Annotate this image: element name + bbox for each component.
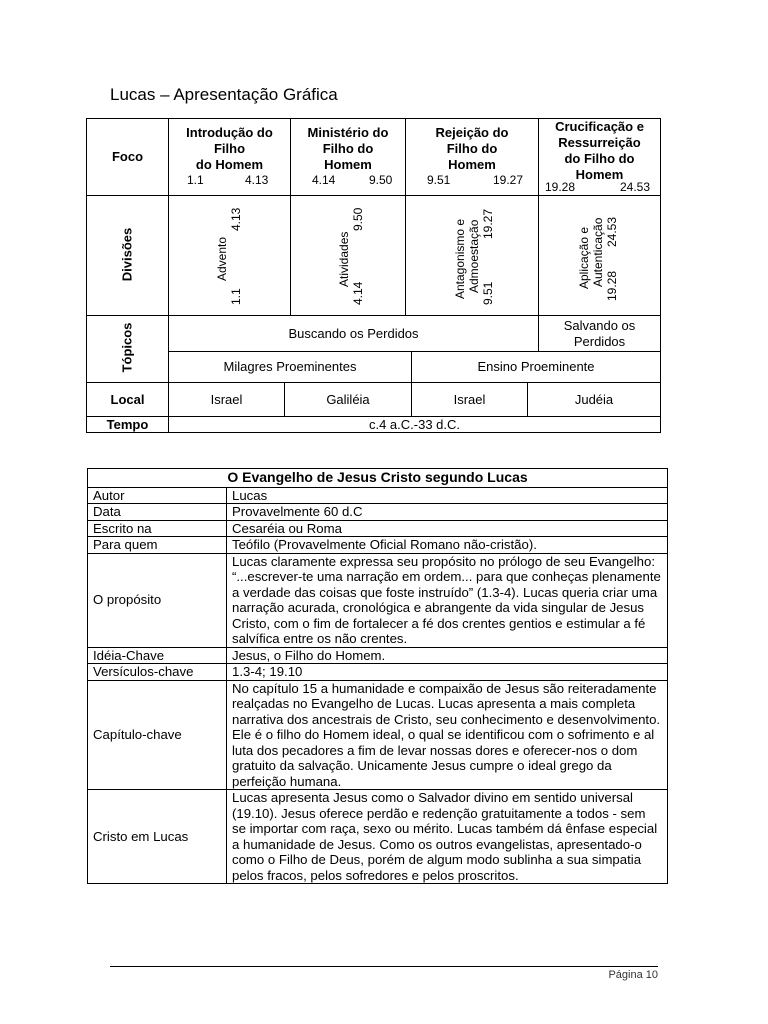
row-value: Lucas apresenta Jesus como o Salvador divino em sentido universal (19.10). Jesus oferece perdão e redenção gratuitamente a todos - sem se importar com raça, sexo ou mérito. Lucas também dá ênfase especial a humanidade de Jesus. Como os outros evangelistas, apresentado-o como o Filho de Deus, porém de algum modo sublinha a sua simpatia pelos fracos, pelos sofredores e pelos proscritos. xyxy=(227,790,668,884)
local-2: Galiléia xyxy=(326,391,370,407)
row-label: Versículos-chave xyxy=(88,664,227,681)
row-label: Para quem xyxy=(88,537,227,554)
table-row xyxy=(88,520,668,537)
focus-title-2: Ministério do Filho do Homem xyxy=(307,125,389,172)
row-value: No capítulo 15 a humanidade e compaixão de Jesus são reiteradamente realçadas no Evangelho de Lucas. Lucas apresenta a mais completa narrativa dos ancestrais de Cristo, seu conhecimento e desenvolvimento. Ele é o filho do Homem ideal, o qual se identificou com o sofrimento e al luta dos pecadores a fim de levar nossas dores e oferecer-nos o dom gratuito da salvação. Unicamente Jesus cumpre o ideal grego da perfeição humana. xyxy=(227,680,668,790)
table-row xyxy=(88,647,668,664)
division-start-4: 19.28 xyxy=(605,270,619,301)
row-label: Idéia-Chave xyxy=(88,647,227,664)
row-value: Jesus, o Filho do Homem. xyxy=(227,647,668,664)
summary-title: O Evangelho de Jesus Cristo segundo Lucas xyxy=(88,469,668,488)
focus-start-1: 1.1 xyxy=(187,173,204,187)
focus-end-3: 19.27 xyxy=(493,173,524,187)
division-name-4b: Autenticação xyxy=(591,217,605,287)
table-row xyxy=(88,790,668,884)
division-name-3b: Admoestação xyxy=(467,219,481,293)
division-name-2: Atividades xyxy=(337,231,351,287)
focus-title-3: Rejeição do Filho do Homem xyxy=(435,125,509,172)
division-end-2: 9.50 xyxy=(351,207,365,231)
grid-line xyxy=(87,195,660,196)
division-end-1: 4.13 xyxy=(229,207,243,231)
focus-end-4: 24.53 xyxy=(620,180,651,194)
table-row xyxy=(88,487,668,504)
focus-end-2: 9.50 xyxy=(369,173,393,187)
row-label: Data xyxy=(88,504,227,521)
row-value: Provavelmente 60 d.C xyxy=(227,504,668,521)
tempo-value: c.4 a.C.-33 d.C. xyxy=(368,416,461,432)
row-label: Escrito na xyxy=(88,520,227,537)
footer-divider xyxy=(110,966,658,967)
foco-label: Foco xyxy=(111,149,144,164)
topic-salvando: Salvando os Perdidos xyxy=(563,317,636,349)
table-row xyxy=(88,553,668,647)
focus-start-4: 19.28 xyxy=(545,180,576,194)
topicos-label: Tópicos xyxy=(119,322,135,373)
page-number: Página 10 xyxy=(608,969,658,981)
local-label: Local xyxy=(110,391,145,407)
division-name-1: Advento xyxy=(215,236,229,281)
row-label: Autor xyxy=(88,487,227,504)
topic-buscando: Buscando os Perdidos xyxy=(288,325,419,341)
division-end-3: 19.27 xyxy=(481,208,495,239)
row-value: Lucas claramente expressa seu propósito no prólogo de seu Evangelho: “...escrever-te uma narração em ordem... para que conheças plenamente a verdade das coisas que foste instruído” (1.3-4). Lucas queria criar uma narração acurada, cronológica e abrangente da vida singular de Jesus Cristo, com o fim de fortalecer a fé dos crentes gentios e estimular a fé salvífica entre os não crentes. xyxy=(227,553,668,647)
page-title: Lucas – Apresentação Gráfica xyxy=(110,85,338,104)
table-row xyxy=(88,680,668,790)
topic-ensino: Ensino Proeminente xyxy=(477,359,595,374)
row-label: Capítulo-chave xyxy=(88,680,227,790)
row-value: Lucas xyxy=(227,487,668,504)
row-value: 1.3-4; 19.10 xyxy=(227,664,668,681)
focus-title-1: Introdução do Filho do Homem xyxy=(186,125,273,172)
row-value: Teófilo (Provavelmente Oficial Romano não-cristão). xyxy=(227,537,668,554)
presentation-chart xyxy=(86,118,661,433)
local-4: Judéia xyxy=(574,391,614,407)
topic-milagres: Milagres Proeminentes xyxy=(223,359,357,374)
local-3: Israel xyxy=(453,391,486,407)
row-label: Cristo em Lucas xyxy=(88,790,227,884)
division-name-3a: Antagonismo e xyxy=(453,218,467,299)
division-start-1: 1.1 xyxy=(229,288,243,305)
division-start-3: 9.51 xyxy=(481,281,495,305)
table-row xyxy=(88,537,668,554)
division-end-4: 24.53 xyxy=(605,216,619,247)
tempo-label: Tempo xyxy=(106,416,149,432)
table-row xyxy=(88,504,668,521)
division-name-4a: Aplicação e xyxy=(577,226,591,289)
focus-title-4: Crucificação e Ressurreição do Filho do Homem xyxy=(555,119,644,182)
division-start-2: 4.14 xyxy=(351,281,365,305)
row-label: O propósito xyxy=(88,553,227,647)
table-row xyxy=(88,664,668,681)
focus-end-1: 4.13 xyxy=(245,173,269,187)
row-value: Cesaréia ou Roma xyxy=(227,520,668,537)
local-1: Israel xyxy=(210,391,243,407)
focus-start-2: 4.14 xyxy=(312,173,336,187)
focus-start-3: 9.51 xyxy=(427,173,451,187)
summary-table xyxy=(87,468,668,884)
divisoes-label: Divisões xyxy=(119,227,135,282)
